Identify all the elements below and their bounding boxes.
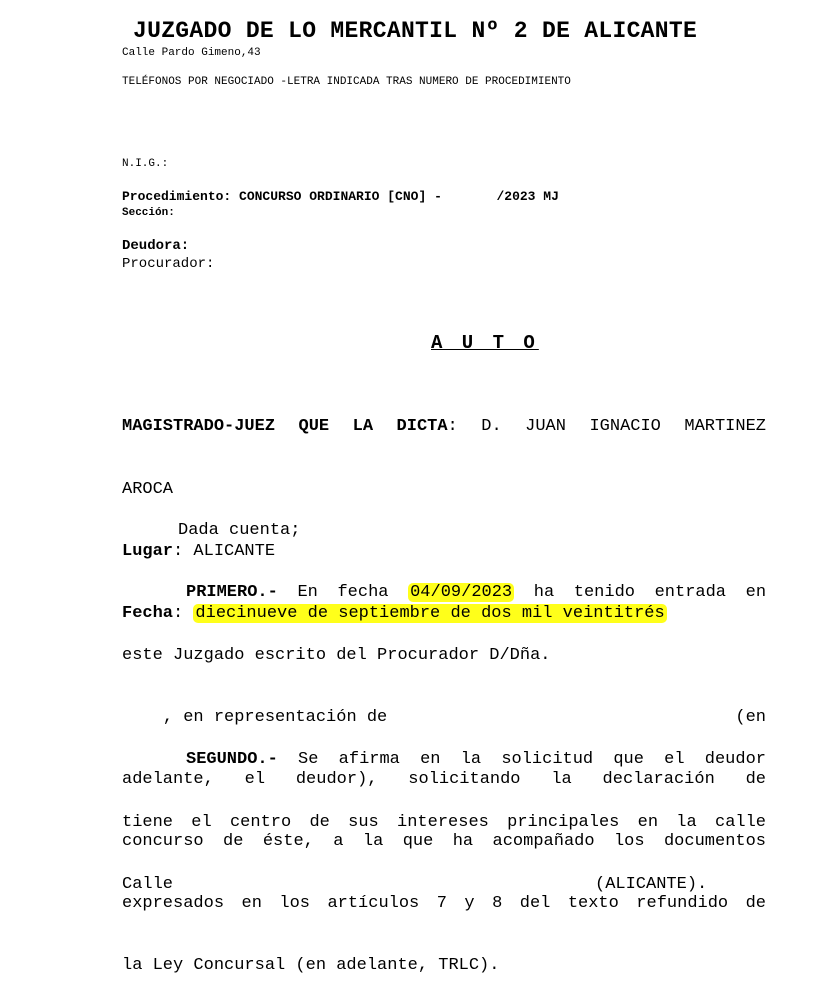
procedure-line: [122, 189, 559, 204]
first-line-4: adelante, el deudor), solicitando la declaración de: [122, 769, 766, 789]
first-line-3-end: (en: [735, 707, 766, 727]
document-title: A U T O: [431, 332, 539, 354]
first-line-6: expresados en los artículos 7 y 8 del texto refundido de: [122, 893, 766, 913]
second-line-3: Calle (ALICANTE).: [122, 874, 708, 894]
date-value: diecinueve de septiembre de dos mil veintitrés: [195, 603, 665, 623]
judge-name-continued: AROCA: [122, 479, 174, 499]
first-line-5: concurso de éste, a la que ha acompañado los documentos: [122, 831, 766, 851]
section-label: Sección:: [122, 207, 175, 219]
first-line-1: PRIMERO.- En fecha 04/09/2023 ha tenido entrada en: [186, 583, 767, 603]
judge-line: MAGISTRADO-JUEZ QUE LA DICTA: D. JUAN IGNACIO MARTINEZ: [122, 417, 766, 437]
first-date: 04/09/2023: [410, 583, 513, 603]
debtor-label: Deudora:: [122, 238, 190, 254]
attorney-label: Procurador:: [122, 256, 215, 272]
second-line-1: SEGUNDO.- Se afirma en la solicitud que el deudor: [186, 750, 766, 770]
second-line-3-end: (ALICANTE).: [595, 874, 708, 894]
place-value: ALICANTE: [193, 541, 276, 561]
place-label: Lugar: [122, 541, 174, 561]
intro-text: Dada cuenta;: [178, 521, 301, 541]
judge-name: D. JUAN IGNACIO MARTINEZ: [481, 417, 766, 437]
second-heading: SEGUNDO.-: [186, 750, 278, 770]
procedure-label: Procedimiento:: [122, 189, 232, 204]
judge-label: MAGISTRADO-JUEZ QUE LA DICTA: [122, 417, 448, 437]
first-line-3: , en representación de (en: [162, 707, 766, 727]
second-paragraph: [122, 709, 766, 916]
first-line-7: la Ley Concursal (en adelante, TRLC).: [122, 955, 500, 975]
first-heading: PRIMERO.-: [186, 583, 278, 603]
court-address: Calle Pardo Gimeno,43: [122, 47, 261, 59]
date-line: Fecha: diecinueve de septiembre de dos mil veintitrés: [122, 603, 665, 623]
nig-label: N.I.G.:: [122, 158, 169, 170]
second-line-2: tiene el centro de sus intereses principales en la calle: [122, 812, 766, 832]
court-name: JUZGADO DE LO MERCANTIL Nº 2 DE ALICANTE: [133, 18, 698, 44]
place-line: Lugar: ALICANTE: [122, 541, 276, 561]
first-line-2: este Juzgado escrito del Procurador D/Dña.: [122, 645, 551, 665]
procedure-value: CONCURSO ORDINARIO [CNO] - /2023 MJ: [239, 189, 559, 204]
court-phones: TELÉFONOS POR NEGOCIADO -LETRA INDICADA TRAS NUMERO DE PROCEDIMIENTO: [122, 76, 571, 88]
date-label: Fecha: [122, 603, 174, 623]
